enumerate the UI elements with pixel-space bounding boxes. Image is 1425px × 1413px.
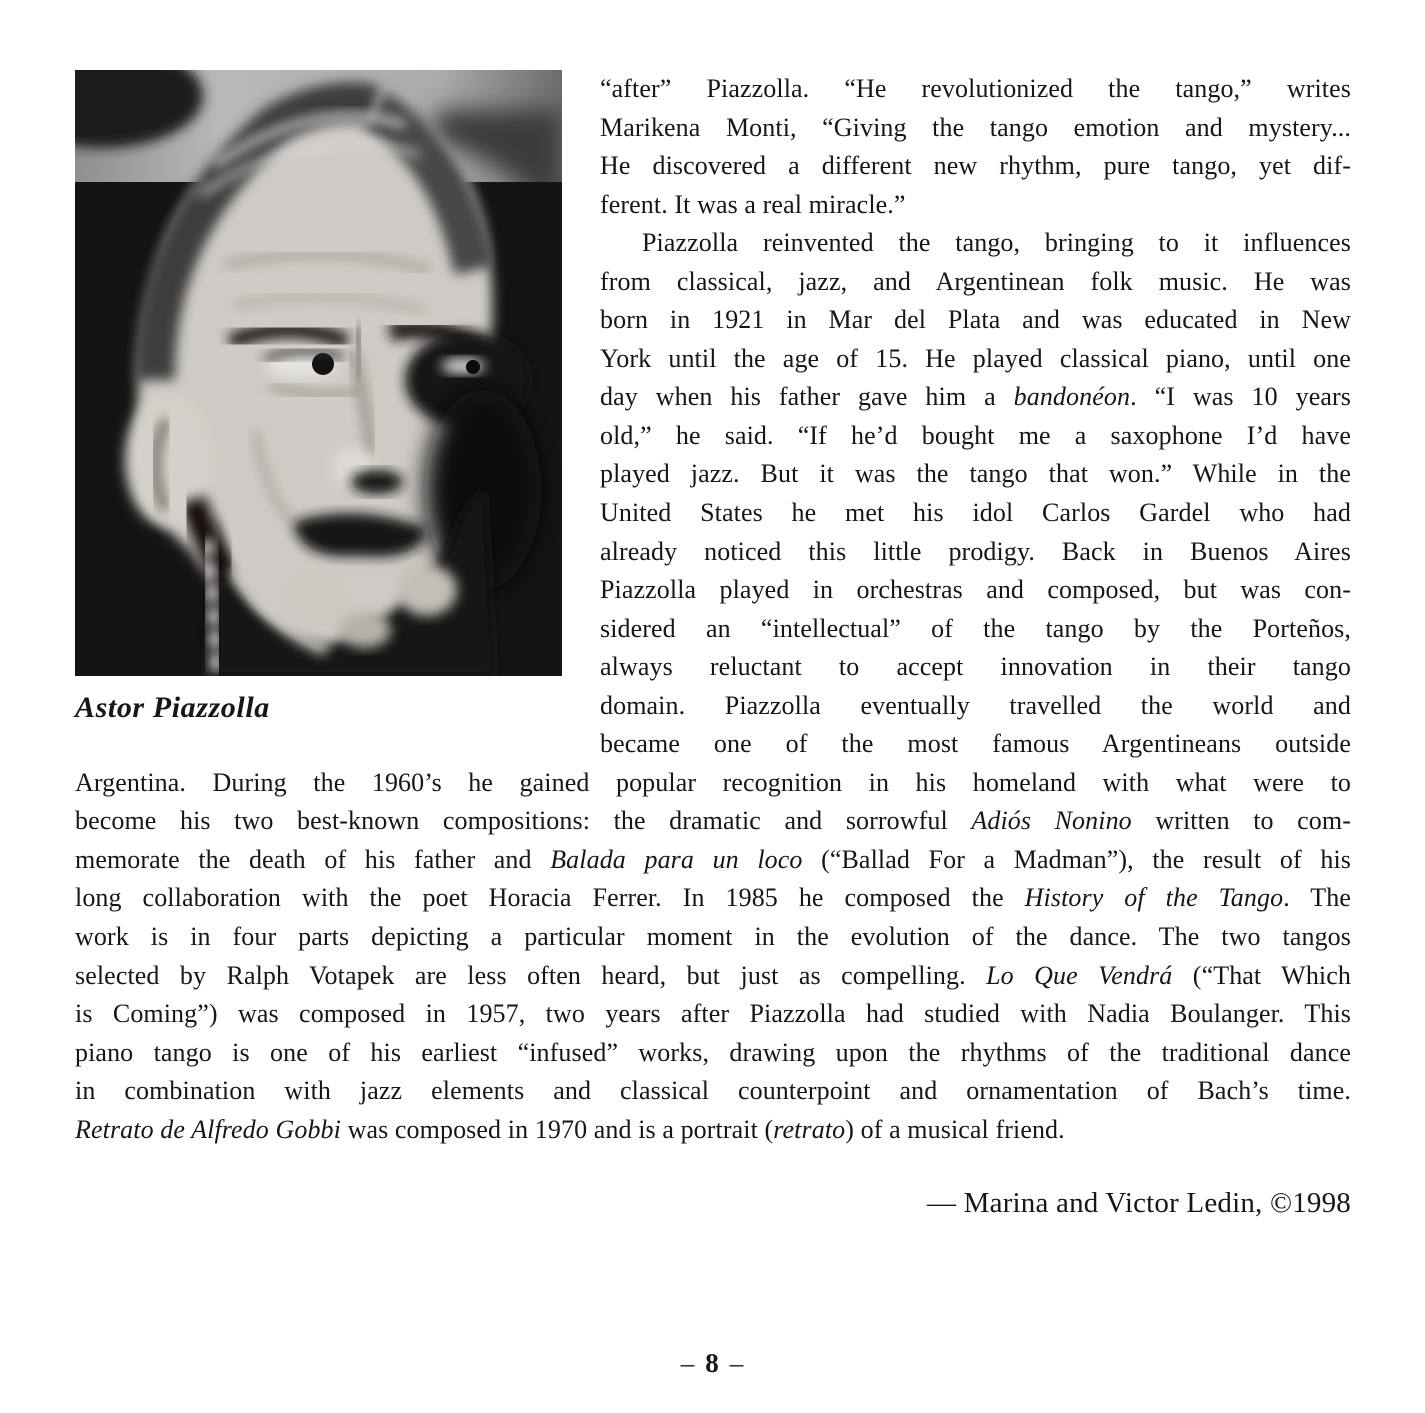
folio-left-dash: – xyxy=(680,1348,696,1378)
text-line: long collaboration with the poet Horacia Ferrer. In 1985 he composed the History of the Tango. The xyxy=(75,883,1351,913)
body-text-full-width xyxy=(75,764,1351,1149)
text-line: always reluctant to accept innovation in their tango xyxy=(600,652,1351,682)
text-line: old,” he said. “If he’d bought me a saxophone I’d have xyxy=(600,420,1351,450)
text-line: played jazz. But it was the tango that won.” While in the xyxy=(600,459,1351,489)
text-line: become his two best-known compositions: the dramatic and sorrowful Adiós Nonino written to com- xyxy=(75,806,1351,836)
text-line: became one of the most famous Argentineans outside xyxy=(600,729,1351,759)
text-line: United States he met his idol Carlos Gardel who had xyxy=(600,498,1351,528)
text-line: selected by Ralph Votapek are less often heard, but just as compelling. Lo Que Vendrá (“That Which xyxy=(75,960,1351,990)
folio-right-dash: – xyxy=(729,1348,745,1378)
text-line: from classical, jazz, and Argentinean folk music. He was xyxy=(600,266,1351,296)
text-line: work is in four parts depicting a particular moment in the evolution of the dance. The two tangos xyxy=(75,922,1351,952)
attribution-line: — Marina and Victor Ledin, ©1998 xyxy=(926,1187,1351,1220)
text-line: Marikena Monti, “Giving the tango emotion and mystery... xyxy=(600,112,1351,142)
text-line: He discovered a different new rhythm, pure tango, yet dif- xyxy=(600,151,1351,181)
text-line: ferent. It was a real miracle.” xyxy=(600,189,906,219)
text-line: Piazzolla reinvented the tango, bringing to it influences xyxy=(642,228,1351,258)
page-number: 8 xyxy=(705,1348,720,1378)
text-line: “after” Piazzolla. “He revolutionized the tango,” writes xyxy=(600,74,1351,103)
page-content xyxy=(75,70,1351,1223)
text-line: born in 1921 in Mar del Plata and was educated in New xyxy=(600,305,1351,335)
photo-block xyxy=(75,70,562,750)
text-line: piano tango is one of his earliest “infused” works, drawing upon the rhythms of the traditional dance xyxy=(75,1037,1351,1067)
portrait-photo-illustration xyxy=(75,70,562,676)
text-line: Piazzolla played in orchestras and composed, but was con- xyxy=(600,575,1351,605)
text-line: Argentina. During the 1960’s he gained popular recognition in his homeland with what were to xyxy=(75,767,1351,797)
text-line: is Coming”) was composed in 1957, two years after Piazzolla had studied with Nadia Boulanger. This xyxy=(75,999,1351,1029)
piazzolla-portrait-photo xyxy=(75,70,562,676)
text-line: day when his father gave him a bandonéon. “I was 10 years xyxy=(600,382,1351,412)
text-line: domain. Piazzolla eventually travelled the world and xyxy=(600,690,1351,720)
text-line: York until the age of 15. He played classical piano, until one xyxy=(600,343,1351,373)
text-line: in combination with jazz elements and classical counterpoint and ornamentation of Bach’s time. xyxy=(75,1076,1351,1106)
text-line: already noticed this little prodigy. Back in Buenos Aires xyxy=(600,536,1351,566)
text-line: sidered an “intellectual” of the tango by the Porteños, xyxy=(600,613,1351,643)
photo-caption: Astor Piazzolla xyxy=(75,691,270,724)
text-line: Retrato de Alfredo Gobbi was composed in 1970 and is a portrait (retrato) of a musical friend. xyxy=(75,1114,1065,1144)
page-number-footer xyxy=(0,1348,1425,1379)
text-line: memorate the death of his father and Balada para un loco (“Ballad For a Madman”), the result of his xyxy=(75,844,1351,874)
